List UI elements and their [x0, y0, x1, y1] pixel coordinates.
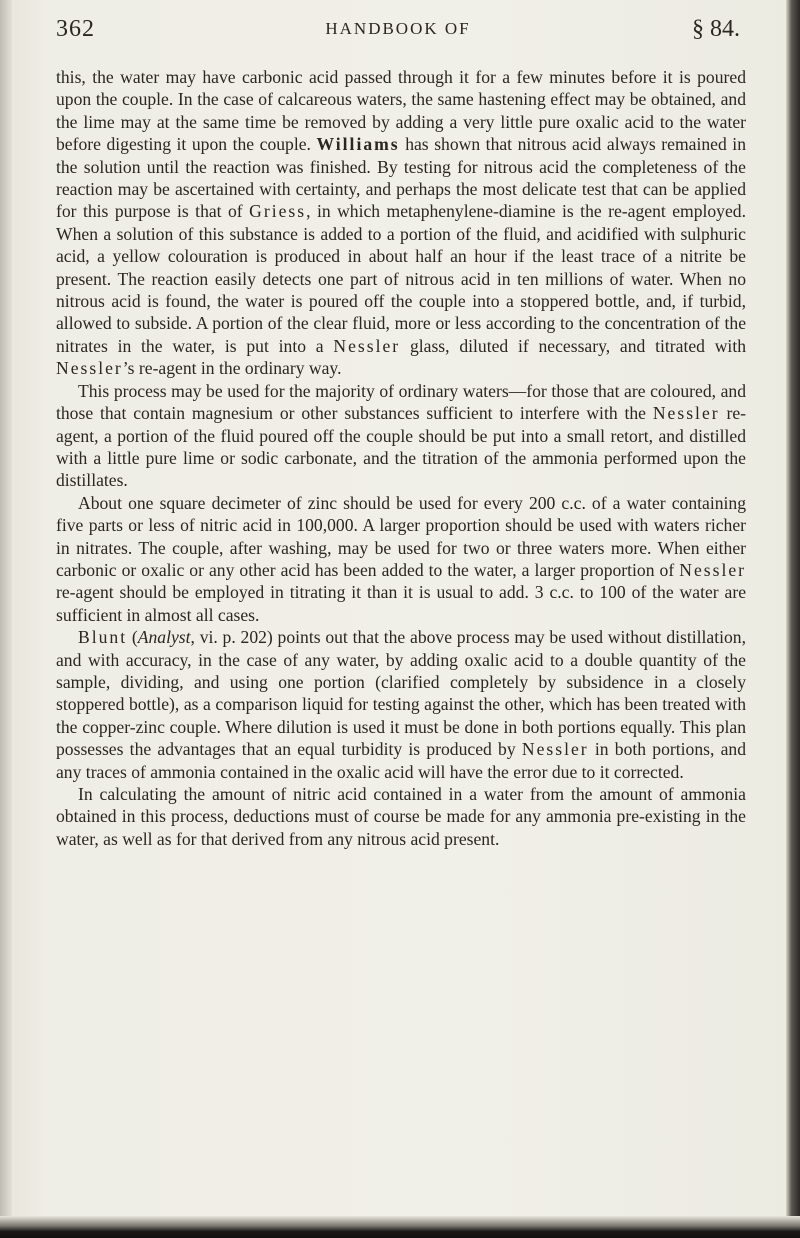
author-name: Nessler	[521, 739, 589, 760]
text-run: This process may be used for the majority of ordinary waters—for those that are coloured, and those that contain magnesium or other substances sufficient to interfere with the	[56, 380, 746, 424]
paragraph	[56, 66, 746, 380]
text-run: glass, diluted if necessary, and titrated with	[400, 335, 747, 356]
journal-title: Analyst	[137, 627, 191, 648]
page-number: 362	[56, 16, 95, 42]
text-run: About one square decimeter of zinc should be used for every 200 c.c. of a water containing five parts or less of nitric acid in 100,000. A larger proportion should be used with waters richer in nitrates. The couple, after washing, may be used for two or three waters more. When either carbonic or oxalic or any other acid has been added to the water, a larger proportion of	[56, 492, 746, 580]
author-name: Griess	[249, 201, 307, 222]
author-name: Nessler	[333, 335, 401, 356]
text-run: this, the water may have carbonic acid passed through it for a few minutes before it is poured upon the couple. In the case of calcareous waters, the same hastening effect may be obtained, and the lime may at the same time be removed by adding a very little pure oxalic acid to the water before digesting it upon the couple.	[56, 67, 746, 155]
page-bottom-edge	[0, 1216, 800, 1238]
page-left-edge	[0, 0, 12, 1238]
text-run: , in which metaphenylene-diamine is the re-agent employed. When a solution of this substance is added to a portion of the fluid, and acidified with sulphuric acid, a yellow colouration is produced in about half an hour if the least trace of a nitrite be present. The reaction easily detects one part of nitrous acid in ten millions of water. When no nitrous acid is found, the water is poured off the couple into a stoppered bottle, and, if turbid, allowed to subside. A portion of the clear fluid, more or less according to the concentration of the nitrates in the water, is put into a	[56, 201, 746, 356]
running-head: HANDBOOK OF	[325, 19, 471, 38]
page-right-edge	[786, 0, 800, 1238]
paragraph	[56, 626, 746, 783]
author-name: Blunt	[78, 627, 128, 648]
page-header	[56, 16, 740, 60]
text-run: ’s re-agent in the ordinary way.	[122, 358, 342, 379]
author-name: Nessler	[56, 358, 123, 379]
text-run: has shown that nitrous acid always remained in the solution until the reaction was finished. By testing for nitrous acid the completeness of the reaction may be ascertained with certainty, and perhaps the most delicate test that can be applied for this purpose is that of	[56, 134, 746, 222]
text-run: , vi. p. 202) points out that the above process may be used without distillation, and with accuracy, in the case of any water, by adding oxalic acid to a double quantity of the sample, dividing, and using one portion (clarified completely by subsidence in a closely stoppered bottle), as a comparison liquid for testing against the other, which has been treated with the copper-zinc couple. Where dilution is used it must be done in both portions equally. This plan possesses the advantages that an equal turbidity is produced by	[56, 627, 746, 760]
text-run: re-agent should be employed in titrating it than it is usual to add. 3 c.c. to 100 of the water are sufficient in almost all cases.	[56, 582, 746, 625]
body-text	[56, 66, 746, 850]
paragraph	[56, 783, 746, 850]
paragraph	[56, 492, 746, 626]
text-run: In calculating the amount of nitric acid contained in a water from the amount of ammonia obtained in this process, deductions must of course be made for any ammonia pre-existing in the water, as well as for that derived from any nitrous acid present.	[56, 784, 746, 849]
author-name: Nessler	[652, 403, 720, 424]
author-name: Williams	[316, 134, 400, 155]
text-run: (	[127, 627, 138, 648]
paragraph	[56, 380, 746, 492]
section-number: § 84.	[692, 16, 740, 42]
text-run: in both portions, and any traces of ammonia contained in the oxalic acid will have the error due to it corrected.	[56, 739, 746, 782]
author-name: Nessler	[679, 559, 746, 580]
text-run: re-agent, a portion of the fluid poured off the couple should be put into a small retort, and distilled with a little pure lime or sodic carbonate, and the titration of the ammonia performed upon the distillates.	[56, 403, 746, 491]
